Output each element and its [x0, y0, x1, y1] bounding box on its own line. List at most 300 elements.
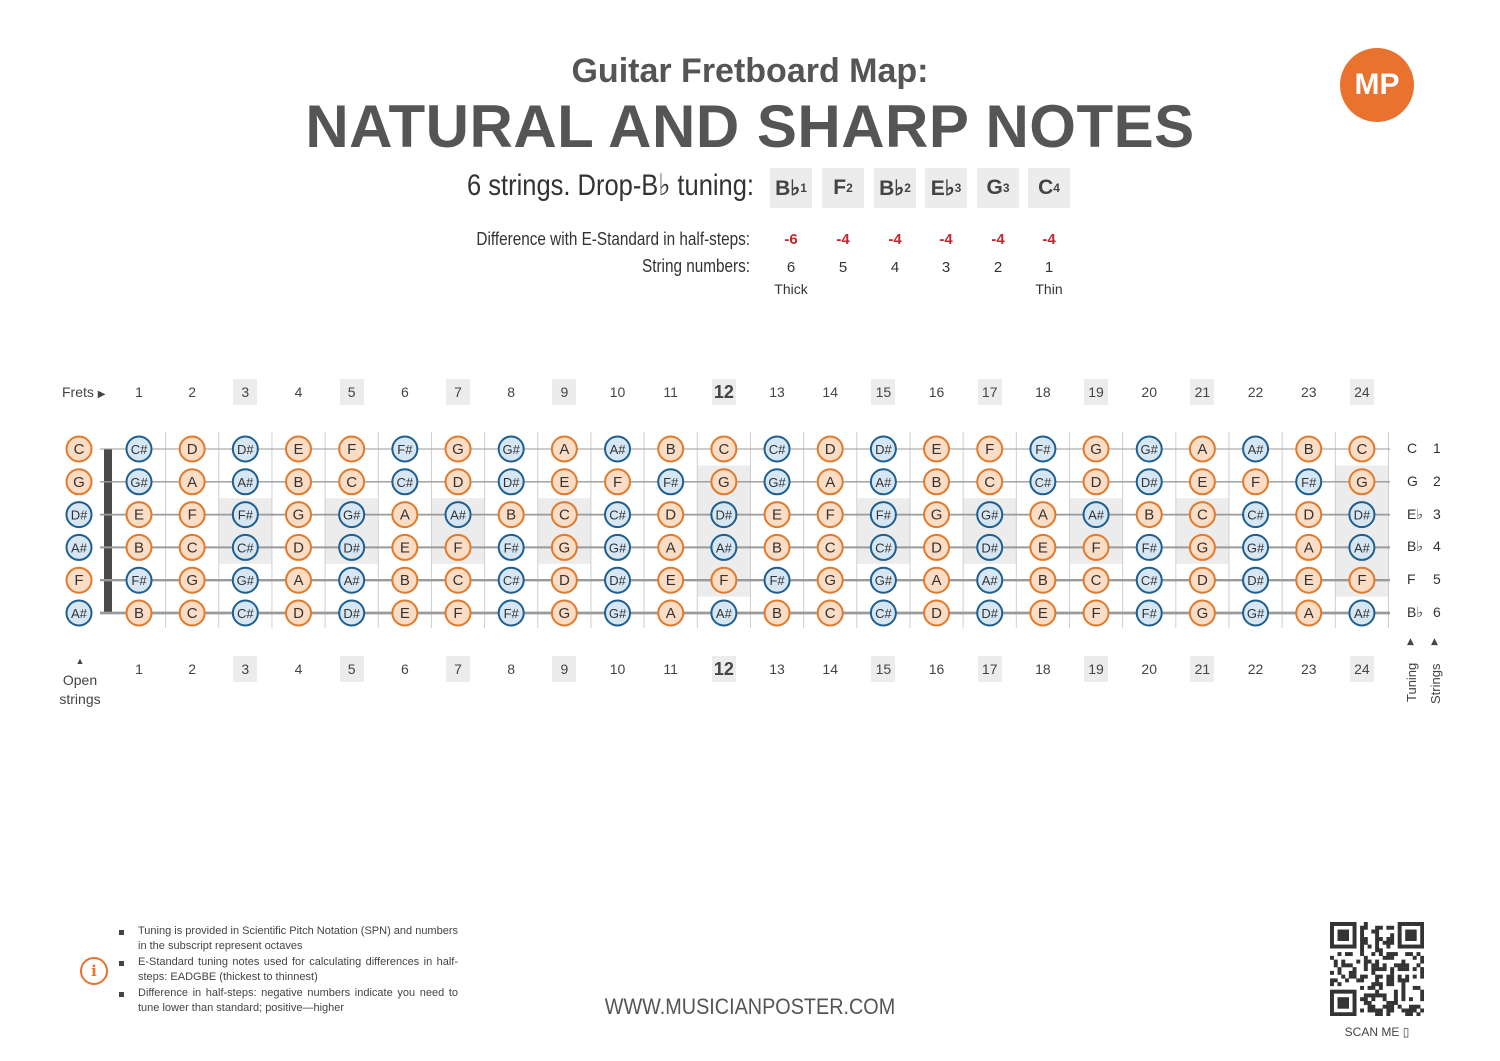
qr-module — [1413, 933, 1417, 937]
note-label: G# — [1246, 540, 1265, 556]
note-label: F — [612, 473, 623, 491]
qr-module — [1364, 997, 1368, 1001]
tuning-note-box: B♭ 1 — [770, 168, 812, 208]
note-label: D — [1090, 473, 1102, 491]
fret-number: 4 — [294, 661, 303, 677]
qr-module — [1379, 952, 1383, 956]
note-label: E — [1303, 572, 1314, 590]
qr-module — [1386, 952, 1390, 956]
qr-module — [1409, 945, 1413, 949]
qr-module — [1420, 922, 1424, 926]
qr-module — [1394, 993, 1398, 997]
qr-module — [1349, 975, 1353, 979]
qr-module — [1386, 1008, 1390, 1012]
qr-module — [1375, 1008, 1379, 1012]
tuning-label: 6 strings. Drop-B♭ tuning: — [467, 169, 754, 202]
qr-module — [1420, 967, 1424, 971]
note-label: C# — [609, 507, 626, 523]
qr-module — [1364, 960, 1368, 964]
strings-label: strings — [59, 691, 101, 707]
qr-module — [1356, 960, 1360, 964]
qr-module — [1383, 997, 1387, 1001]
qr-module — [1420, 971, 1424, 975]
note-label: A — [559, 441, 570, 458]
fret-number: 15 — [871, 379, 895, 405]
qr-module — [1364, 963, 1368, 967]
note-label: B — [399, 572, 410, 590]
qr-module — [1394, 963, 1398, 967]
note-label: C — [452, 572, 464, 590]
qr-module — [1341, 1005, 1345, 1009]
qr-module — [1364, 993, 1368, 997]
qr-module — [1401, 922, 1405, 926]
qr-module — [1409, 997, 1413, 1001]
fret-number: 11 — [663, 661, 678, 677]
qr-module — [1330, 1005, 1334, 1009]
qr-module — [1345, 1001, 1349, 1005]
qr-module — [1345, 963, 1349, 967]
note-label: D — [293, 605, 304, 622]
qr-module — [1364, 937, 1368, 941]
note-label: G# — [608, 540, 627, 556]
qr-module — [1398, 945, 1402, 949]
qr-module — [1330, 1001, 1334, 1005]
qr-module — [1390, 978, 1394, 982]
qr-module — [1409, 952, 1413, 956]
note-label: G — [558, 539, 571, 557]
thin-label: Thin — [1035, 281, 1063, 297]
qr-module — [1375, 967, 1379, 971]
qr-module — [1338, 945, 1342, 949]
qr-module — [1330, 926, 1334, 930]
qr-module — [1379, 948, 1383, 952]
difference-value: -4 — [939, 231, 953, 248]
note-label: D — [186, 441, 198, 458]
qr-module — [1416, 945, 1420, 949]
string-number: 1 — [1044, 259, 1054, 276]
note-label: B — [506, 506, 517, 524]
qr-module — [1371, 930, 1375, 934]
note-label: F# — [503, 540, 519, 556]
qr-module — [1360, 926, 1364, 930]
qr-module — [1405, 945, 1409, 949]
qr-module — [1375, 978, 1379, 982]
qr-module — [1330, 978, 1334, 982]
open-strings-label — [50, 652, 110, 709]
qr-module — [1371, 1008, 1375, 1012]
fret-number: 10 — [609, 661, 626, 677]
note-label: G — [452, 441, 464, 458]
fret-number: 17 — [978, 656, 1002, 682]
fret-number: 16 — [928, 661, 945, 677]
qr-module — [1330, 933, 1334, 937]
note-label: D# — [715, 507, 733, 523]
note-label: G — [718, 473, 730, 491]
note-label: C# — [237, 606, 254, 621]
qr-module — [1338, 971, 1342, 975]
note-label: C — [1356, 441, 1368, 458]
qr-module — [1353, 990, 1357, 994]
qr-module — [1405, 1008, 1409, 1012]
fret-number: 22 — [1247, 384, 1264, 400]
qr-module — [1345, 930, 1349, 934]
qr-module — [1330, 956, 1334, 960]
qr-module — [1349, 990, 1353, 994]
qr-module — [1398, 926, 1402, 930]
fret-number: 24 — [1350, 379, 1374, 405]
qr-module — [1420, 945, 1424, 949]
fret-number: 20 — [1141, 384, 1157, 400]
qr-module — [1420, 956, 1424, 960]
note-label: F# — [1141, 540, 1157, 556]
note-label: B — [1037, 572, 1048, 590]
right-string-number: 1 — [1433, 440, 1441, 456]
difference-value: -4 — [836, 231, 850, 248]
qr-module — [1368, 1005, 1372, 1009]
qr-module — [1409, 933, 1413, 937]
note-label: A — [1303, 539, 1314, 557]
note-label: C — [984, 473, 996, 491]
tuning-vertical-label: Tuning — [1404, 662, 1419, 702]
qr-module — [1390, 937, 1394, 941]
qr-module — [1353, 1001, 1357, 1005]
note-label: A# — [71, 606, 87, 621]
note-label: D — [558, 572, 570, 590]
qr-module — [1360, 997, 1364, 1001]
qr-module — [1416, 1012, 1420, 1016]
qr-module — [1383, 956, 1387, 960]
qr-module — [1379, 993, 1383, 997]
qr-module — [1390, 982, 1394, 986]
string-number: 5 — [838, 259, 848, 276]
note-label: F# — [131, 573, 147, 589]
note-label: D# — [981, 540, 999, 556]
qr-module — [1409, 1012, 1413, 1016]
qr-module — [1390, 952, 1394, 956]
logo: MP — [1340, 48, 1414, 122]
qr-module — [1386, 1005, 1390, 1009]
note-label: E — [1037, 605, 1048, 622]
note-label: F — [74, 572, 84, 590]
subtitle: Guitar Fretboard Map: — [571, 52, 929, 90]
note-label: D — [665, 506, 677, 524]
qr-module — [1401, 990, 1405, 994]
right-tuning-note: B♭ — [1407, 538, 1423, 555]
string-numbers-label: String numbers: — [641, 256, 750, 276]
note-label: A — [293, 572, 304, 590]
fret-number: 16 — [928, 384, 945, 400]
right-string-number: 2 — [1433, 472, 1441, 489]
note-label: A# — [343, 573, 360, 589]
qr-module — [1405, 937, 1409, 941]
qr-module — [1345, 952, 1349, 956]
note-label: G# — [981, 507, 999, 523]
note-label: A# — [715, 540, 732, 556]
qr-module — [1401, 978, 1405, 982]
qr-module — [1409, 937, 1413, 941]
note-label: C# — [768, 442, 786, 457]
qr-module — [1383, 993, 1387, 997]
qr-module — [1390, 971, 1394, 975]
qr-module — [1386, 978, 1390, 982]
qr-module — [1379, 982, 1383, 986]
qr-module — [1334, 960, 1338, 964]
qr-module — [1405, 975, 1409, 979]
qr-module — [1360, 930, 1364, 934]
difference-label: Difference with E-Standard in half-steps: — [476, 229, 750, 249]
qr-module — [1386, 945, 1390, 949]
note-label: D# — [1140, 474, 1158, 490]
qr-module — [1334, 1012, 1338, 1016]
qr-module — [1353, 941, 1357, 945]
qr-module — [1360, 975, 1364, 979]
qr-module — [1330, 982, 1334, 986]
qr-module — [1364, 941, 1368, 945]
note-label: B — [772, 539, 783, 557]
qr-module — [1420, 941, 1424, 945]
difference-value: -6 — [784, 231, 798, 248]
fret-number: 9 — [552, 379, 576, 405]
frets-label: Frets ▶ — [62, 384, 106, 400]
note-label: F# — [397, 442, 413, 457]
qr-module — [1353, 937, 1357, 941]
note-label: B — [931, 473, 942, 491]
qr-module — [1371, 952, 1375, 956]
qr-module — [1401, 986, 1405, 990]
note-label: D — [452, 473, 464, 491]
qr-module — [1398, 967, 1402, 971]
note-label: D# — [875, 442, 892, 457]
qr-module — [1375, 941, 1379, 945]
qr-module — [1413, 1005, 1417, 1009]
qr-module — [1330, 941, 1334, 945]
qr-module — [1401, 997, 1405, 1001]
note-label: E — [559, 473, 570, 491]
note-label: E — [1037, 539, 1048, 557]
qr-module — [1390, 1005, 1394, 1009]
qr-module — [1353, 922, 1357, 926]
note-label: C — [824, 605, 836, 622]
qr-module — [1345, 933, 1349, 937]
qr-module — [1360, 1008, 1364, 1012]
note-label: F — [453, 539, 463, 557]
qr-module — [1349, 945, 1353, 949]
right-string-number: 4 — [1433, 538, 1441, 555]
qr-module — [1360, 948, 1364, 952]
qr-module — [1383, 1005, 1387, 1009]
qr-module — [1413, 945, 1417, 949]
qr-module — [1330, 922, 1334, 926]
qr-module — [1375, 945, 1379, 949]
note-label: C — [186, 605, 198, 622]
qr-module — [1390, 941, 1394, 945]
qr-module — [1360, 937, 1364, 941]
fret-number: 13 — [769, 384, 785, 400]
right-string-number: 5 — [1433, 571, 1441, 588]
note-label: D — [293, 539, 304, 557]
qr-module — [1364, 975, 1368, 979]
note-label: C# — [1140, 573, 1158, 589]
note-label: D# — [502, 474, 520, 490]
triangle-up-icon: ▲ — [75, 656, 85, 666]
qr-module — [1379, 1008, 1383, 1012]
qr-module — [1330, 937, 1334, 941]
note-label: F — [1091, 539, 1101, 557]
qr-module — [1330, 1008, 1334, 1012]
note-label: B — [293, 473, 304, 491]
qr-module — [1375, 982, 1379, 986]
qr-module — [1330, 993, 1334, 997]
difference-value: -4 — [991, 231, 1005, 248]
qr-module — [1401, 945, 1405, 949]
note-label: G — [73, 473, 85, 491]
qr-module — [1375, 926, 1379, 930]
qr-module — [1371, 986, 1375, 990]
note-label: A — [825, 473, 836, 491]
note-label: G# — [608, 606, 627, 621]
qr-module — [1341, 1001, 1345, 1005]
note-label: F — [825, 506, 835, 524]
footer-note: Difference in half-steps: negative numbers indicate you need to tune lower than standard; positive—higher — [138, 987, 458, 1014]
qr-module — [1345, 1012, 1349, 1016]
note-label: G — [1196, 605, 1209, 622]
qr-module — [1353, 1005, 1357, 1009]
note-label: B — [772, 605, 783, 622]
qr-module — [1405, 952, 1409, 956]
page-title: NATURAL AND SHARP NOTES — [305, 93, 1195, 160]
tuning-note-box: F 2 — [822, 168, 864, 208]
strings-vertical-label: Strings — [1428, 663, 1443, 704]
fret-number: 11 — [663, 384, 678, 400]
qr-module — [1371, 963, 1375, 967]
fret-number: 10 — [609, 384, 626, 400]
note-label: A — [1197, 441, 1208, 458]
qr-module — [1420, 933, 1424, 937]
qr-module — [1398, 930, 1402, 934]
note-label: A — [931, 572, 942, 590]
qr-module — [1390, 1001, 1394, 1005]
note-label: D — [1196, 572, 1208, 590]
qr-module — [1405, 922, 1409, 926]
qr-module — [1405, 930, 1409, 934]
fret-number: 2 — [188, 384, 197, 400]
note-label: C# — [502, 573, 520, 589]
string-number: 2 — [993, 259, 1003, 276]
open-label: Open — [62, 672, 98, 688]
tuning-note-box: E♭ 3 — [925, 168, 967, 208]
qr-module — [1360, 986, 1364, 990]
note-label: C# — [875, 606, 892, 621]
qr-module — [1405, 1012, 1409, 1016]
fret-number: 5 — [340, 656, 364, 682]
qr-module — [1364, 922, 1368, 926]
right-tuning-note: F — [1407, 571, 1416, 588]
note-label: F# — [237, 507, 253, 523]
note-label: C — [558, 506, 570, 524]
qr-module — [1353, 993, 1357, 997]
qr-module — [1398, 978, 1402, 982]
right-string-number: 6 — [1433, 604, 1441, 620]
qr-module — [1383, 963, 1387, 967]
note-label: D — [1303, 506, 1315, 524]
qr-module — [1341, 930, 1345, 934]
qr-module — [1345, 978, 1349, 982]
qr-module — [1386, 941, 1390, 945]
qr-module — [1338, 952, 1342, 956]
website-link[interactable]: WWW.MUSICIANPOSTER.COM — [604, 994, 896, 1019]
note-label: C — [718, 441, 730, 458]
scan-me-label: SCAN ME ▯ — [1344, 1025, 1410, 1039]
note-label: F# — [1141, 606, 1157, 621]
note-label: G — [1196, 539, 1209, 557]
qr-module — [1360, 978, 1364, 982]
qr-module — [1390, 933, 1394, 937]
note-label: G — [292, 506, 305, 524]
qr-module — [1416, 963, 1420, 967]
note-label: G — [1356, 473, 1368, 491]
fret-number: 22 — [1247, 661, 1264, 677]
qr-module — [1371, 997, 1375, 1001]
fret-number: 14 — [822, 384, 838, 400]
note-label: A# — [1353, 540, 1370, 556]
qr-module — [1386, 926, 1390, 930]
qr-module — [1341, 1012, 1345, 1016]
difference-value: -4 — [1042, 231, 1056, 248]
qr-module — [1401, 967, 1405, 971]
qr-module — [1394, 997, 1398, 1001]
qr-module — [1379, 975, 1383, 979]
right-tuning-note: B♭ — [1407, 604, 1423, 620]
qr-module — [1398, 975, 1402, 979]
qr-module — [1330, 930, 1334, 934]
qr-module — [1375, 960, 1379, 964]
note-label: F — [187, 506, 197, 524]
qr-module — [1345, 922, 1349, 926]
qr-module — [1360, 933, 1364, 937]
fret-number: 9 — [552, 656, 576, 682]
fret-number: 23 — [1300, 661, 1317, 677]
note-label: A — [665, 539, 676, 557]
bullet — [119, 961, 124, 966]
fret-number: 14 — [822, 661, 838, 677]
fret-number: 19 — [1084, 379, 1108, 405]
note-label: F — [1357, 572, 1367, 590]
string-number: 3 — [941, 259, 951, 276]
qr-module — [1330, 945, 1334, 949]
qr-module — [1416, 1005, 1420, 1009]
qr-module — [1368, 960, 1372, 964]
qr-module — [1398, 937, 1402, 941]
qr-module — [1353, 975, 1357, 979]
qr-module — [1386, 982, 1390, 986]
note-label: A# — [450, 507, 466, 523]
footer-note: E-Standard tuning notes used for calculating differences in half-steps: EADGBE (thickest to thinnest) — [138, 956, 458, 983]
note-label: F# — [875, 507, 891, 523]
qr-module — [1360, 945, 1364, 949]
qr-module — [1353, 945, 1357, 949]
string-number: 6 — [786, 259, 796, 276]
qr-module — [1379, 926, 1383, 930]
qr-module — [1349, 963, 1353, 967]
fret-number: 15 — [871, 656, 895, 682]
fret-number: 6 — [400, 661, 409, 677]
qr-module — [1364, 926, 1368, 930]
qr-module — [1353, 997, 1357, 1001]
qr-module — [1394, 1001, 1398, 1005]
fret-number: 18 — [1035, 384, 1051, 400]
note-label: C# — [1247, 507, 1264, 523]
qr-module — [1368, 993, 1372, 997]
